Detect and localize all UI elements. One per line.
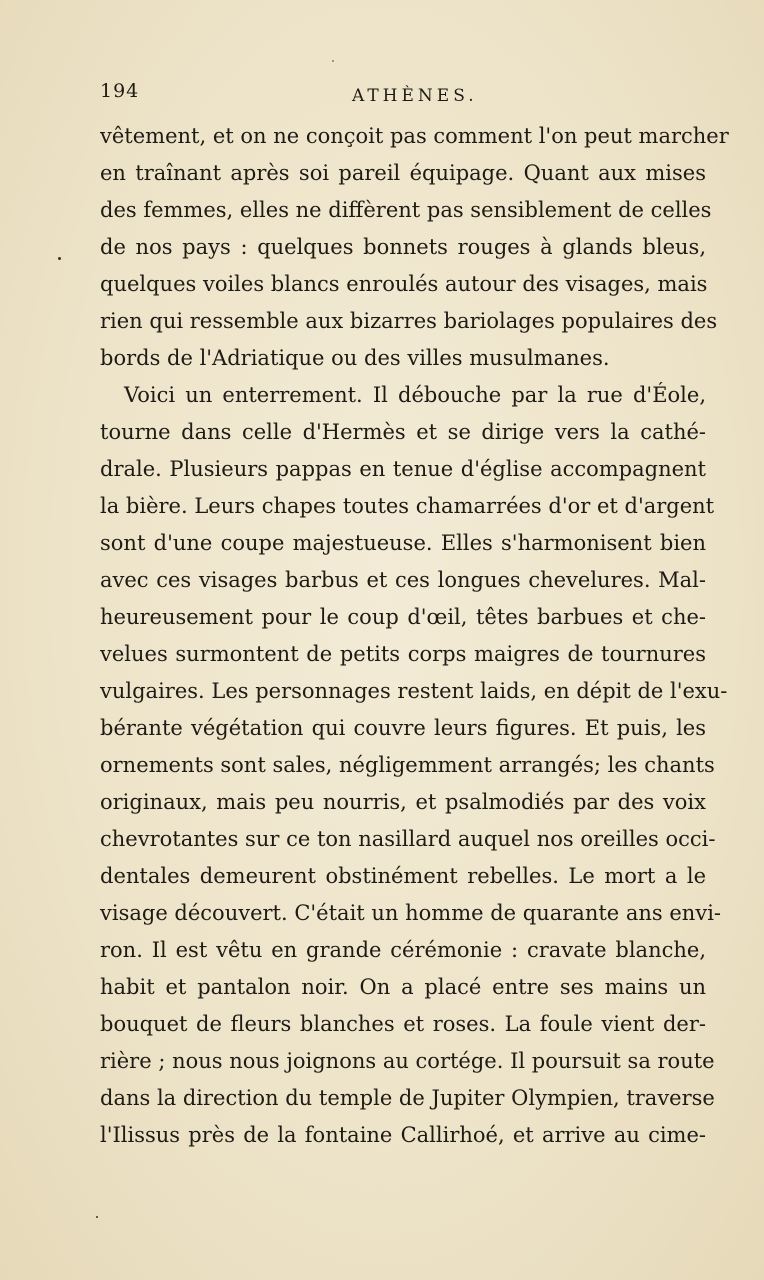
text-line: heureusement pour le coup d'œil, têtes barbues et che- [100,605,706,629]
paper-speck [96,1216,98,1218]
text-line: ornements sont sales, négligemment arrangés; les chants [100,753,715,777]
text-line: quelques voiles blancs enroulés autour des visages, mais [100,272,708,296]
text-line: rien qui ressemble aux bizarres bariolages populaires des [100,309,718,333]
text-line: l'Ilissus près de la fontaine Callirhoé, et arrive au cime- [100,1123,706,1147]
paper-speck [58,257,61,260]
text-line: Voici un enterrement. Il débouche par la rue d'Éole, [124,383,706,407]
text-line: dentales demeurent obstinément rebelles. Le mort a le [100,864,706,888]
text-line: habit et pantalon noir. On a placé entre ses mains un [100,975,706,999]
text-line: chevrotantes sur ce ton nasillard auquel nos oreilles occi- [100,827,716,851]
text-line: la bière. Leurs chapes toutes chamarrées d'or et d'argent [100,494,715,518]
text-line: rière ; nous nous joignons au cortége. Il poursuit sa route [100,1049,715,1073]
text-line: drale. Plusieurs pappas en tenue d'église accompagnent [100,457,706,481]
text-line: vêtement, et on ne conçoit pas comment l'on peut marcher [100,124,729,148]
text-line: avec ces visages barbus et ces longues chevelures. Mal- [100,568,706,592]
text-line: tourne dans celle d'Hermès et se dirige vers la cathé- [100,420,706,444]
running-title: ATHÈNES. [352,86,478,106]
page-number: 194 [100,80,140,102]
text-line: de nos pays : quelques bonnets rouges à glands bleus, [100,235,706,259]
text-line: dans la direction du temple de Jupiter Olympien, traverse [100,1086,715,1110]
body-text [100,118,729,1154]
text-line: bords de l'Adriatique ou des villes musulmanes. [100,346,610,370]
text-line: velues surmontent de petits corps maigres de tournures [100,642,706,666]
text-line: sont d'une coupe majestueuse. Elles s'harmonisent bien [100,531,706,555]
text-line: vulgaires. Les personnages restent laids, en dépit de l'exu- [100,679,728,703]
page-header [100,80,706,110]
text-line: originaux, mais peu nourris, et psalmodiés par des voix [100,790,706,814]
text-line: en traînant après soi pareil équipage. Quant aux mises [100,161,706,185]
text-line: bouquet de fleurs blanches et roses. La foule vient der- [100,1012,706,1036]
text-line: visage découvert. C'était un homme de quarante ans envi- [100,901,722,925]
text-line: des femmes, elles ne diffèrent pas sensiblement de celles [100,198,712,222]
paper-speck [332,60,334,62]
text-line: bérante végétation qui couvre leurs figures. Et puis, les [100,716,706,740]
text-line: ron. Il est vêtu en grande cérémonie : cravate blanche, [100,938,706,962]
